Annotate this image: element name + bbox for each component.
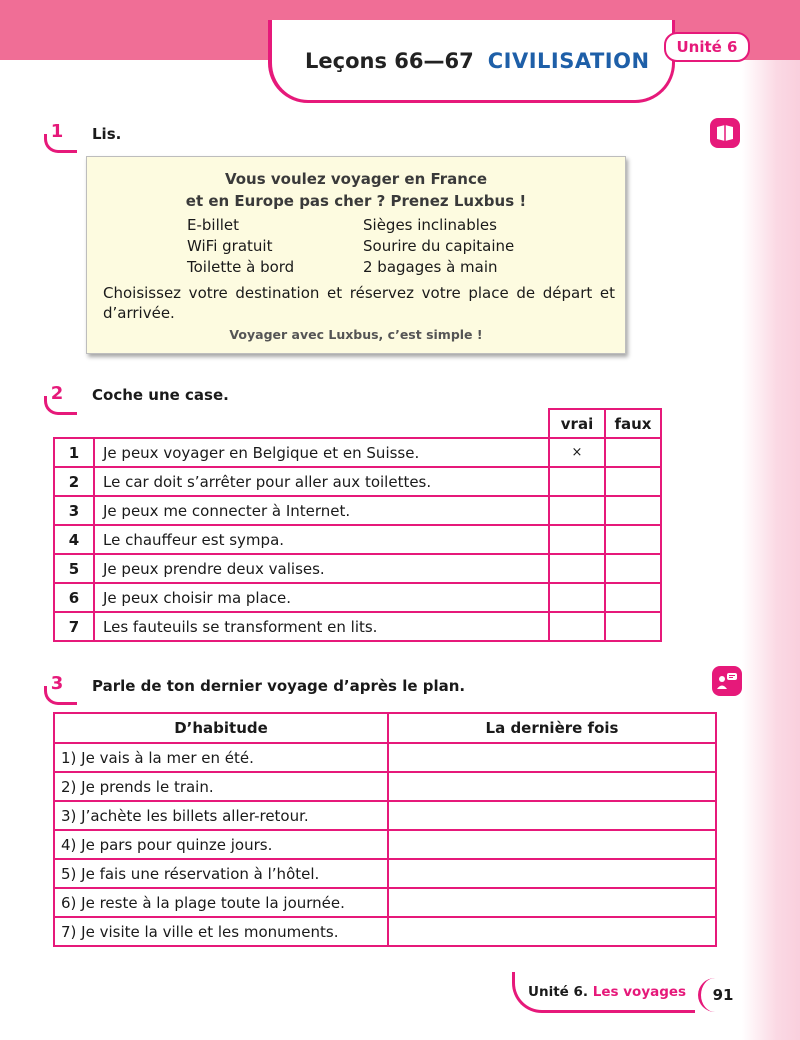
- row-number: 7: [54, 612, 94, 641]
- section-1-title: Lis.: [92, 125, 122, 143]
- vrai-checkbox[interactable]: [549, 525, 605, 554]
- row-number: 6: [54, 583, 94, 612]
- table-row: [54, 888, 716, 917]
- page-title: [305, 44, 650, 78]
- table-row: [54, 801, 716, 830]
- row-statement: Le car doit s’arrêter pour aller aux toilettes.: [94, 467, 549, 496]
- habit-item: 3) J’achète les billets aller-retour.: [54, 801, 388, 830]
- row-number: 4: [54, 525, 94, 554]
- ad-slogan: Voyager avec Luxbus, c’est simple !: [229, 327, 483, 342]
- vrai-checkbox[interactable]: [549, 496, 605, 525]
- section-2-number-text: 2: [50, 383, 64, 404]
- row-number: 3: [54, 496, 94, 525]
- ad-headline-2: et en Europe pas cher ? Prenez Luxbus !: [185, 192, 527, 210]
- answer-cell[interactable]: [388, 917, 716, 946]
- vrai-checkbox[interactable]: [549, 554, 605, 583]
- section-1-arc: [44, 134, 77, 153]
- section-2-number: [42, 382, 72, 406]
- footer-unit: Unité 6.: [528, 984, 589, 1000]
- page-number: 91: [698, 978, 745, 1012]
- row-number: 5: [54, 554, 94, 583]
- faux-checkbox[interactable]: [605, 496, 661, 525]
- faux-checkbox[interactable]: [605, 467, 661, 496]
- table-row: [54, 467, 661, 496]
- row-statement: Je peux prendre deux valises.: [94, 554, 549, 583]
- table-row: [54, 525, 661, 554]
- answer-cell[interactable]: [388, 801, 716, 830]
- ad-feature: E-billet: [187, 216, 240, 234]
- table-row: [54, 583, 661, 612]
- table-row: [54, 859, 716, 888]
- book-icon: [710, 118, 740, 148]
- table-row: [54, 830, 716, 859]
- row-statement: Le chauffeur est sympa.: [94, 525, 549, 554]
- faux-checkbox[interactable]: [605, 525, 661, 554]
- table-row: [54, 743, 716, 772]
- col-last-time: La dernière fois: [388, 713, 716, 743]
- table-header-row: [54, 409, 661, 438]
- answer-cell[interactable]: [388, 772, 716, 801]
- section-3-number: [42, 672, 72, 696]
- answer-cell[interactable]: [388, 743, 716, 772]
- row-statement: Je peux me connecter à Internet.: [94, 496, 549, 525]
- vrai-checkbox[interactable]: [549, 612, 605, 641]
- theme-label: CIVILISATION: [487, 49, 650, 73]
- footer-unit-name: Les voyages: [592, 984, 687, 1000]
- faux-checkbox[interactable]: [605, 438, 661, 467]
- section-2-title: Coche une case.: [92, 386, 229, 404]
- unit-badge: Unité 6: [664, 32, 750, 62]
- row-statement: Je peux voyager en Belgique et en Suisse.: [94, 438, 549, 467]
- ad-feature: Toilette à bord: [187, 258, 295, 276]
- table-row: [54, 554, 661, 583]
- table-header-row: [54, 713, 716, 743]
- true-false-table: [53, 408, 662, 642]
- answer-cell[interactable]: [388, 859, 716, 888]
- habit-item: 1) Je vais à la mer en été.: [54, 743, 388, 772]
- habit-item: 5) Je fais une réservation à l’hôtel.: [54, 859, 388, 888]
- row-number: 1: [54, 438, 94, 467]
- blank-cell: [94, 409, 549, 438]
- table-row: [54, 438, 661, 467]
- section-3-number-text: 3: [50, 673, 64, 694]
- ad-feature: WiFi gratuit: [187, 237, 273, 255]
- footer-unit-title: [528, 984, 686, 1000]
- answer-cell[interactable]: [388, 888, 716, 917]
- habit-item: 2) Je prends le train.: [54, 772, 388, 801]
- table-row: [54, 772, 716, 801]
- travel-plan-table: [53, 712, 717, 947]
- ad-feature: Sourire du capitaine: [363, 237, 515, 255]
- faux-checkbox[interactable]: [605, 583, 661, 612]
- row-statement: Les fauteuils se transforment en lits.: [94, 612, 549, 641]
- blank-cell: [54, 409, 94, 438]
- habit-item: 6) Je reste à la plage toute la journée.: [54, 888, 388, 917]
- answer-cell[interactable]: [388, 830, 716, 859]
- vrai-checkbox[interactable]: [549, 467, 605, 496]
- vrai-checkbox[interactable]: ×: [549, 438, 605, 467]
- table-row: [54, 917, 716, 946]
- page-footer: [512, 972, 738, 1016]
- habit-item: 4) Je pars pour quinze jours.: [54, 830, 388, 859]
- vrai-checkbox[interactable]: [549, 583, 605, 612]
- ad-feature: Sièges inclinables: [363, 216, 497, 234]
- section-3-title: Parle de ton dernier voyage d’après le plan.: [92, 677, 466, 695]
- faux-checkbox[interactable]: [605, 554, 661, 583]
- row-statement: Je peux choisir ma place.: [94, 583, 549, 612]
- luxbus-ad: [86, 156, 626, 354]
- ad-paragraph: Choisissez votre destination et réservez votre place de départ et d’arrivée.: [103, 284, 615, 322]
- table-row: [54, 496, 661, 525]
- section-1-number: [42, 120, 72, 144]
- section-1-number-text: 1: [50, 121, 64, 142]
- col-usually: D’habitude: [54, 713, 388, 743]
- ad-headline-1: Vous voulez voyager en France: [224, 170, 488, 188]
- speech-icon: [712, 666, 742, 696]
- table-row: [54, 612, 661, 641]
- right-decor-band: [742, 0, 800, 1040]
- habit-item: 7) Je visite la ville et les monuments.: [54, 917, 388, 946]
- lessons-label: Leçons 66—67: [305, 49, 474, 73]
- row-number: 2: [54, 467, 94, 496]
- section-3-arc: [44, 686, 77, 705]
- ad-feature: 2 bagages à main: [363, 258, 498, 276]
- faux-checkbox[interactable]: [605, 612, 661, 641]
- col-vrai: vrai: [549, 409, 605, 438]
- col-faux: faux: [605, 409, 661, 438]
